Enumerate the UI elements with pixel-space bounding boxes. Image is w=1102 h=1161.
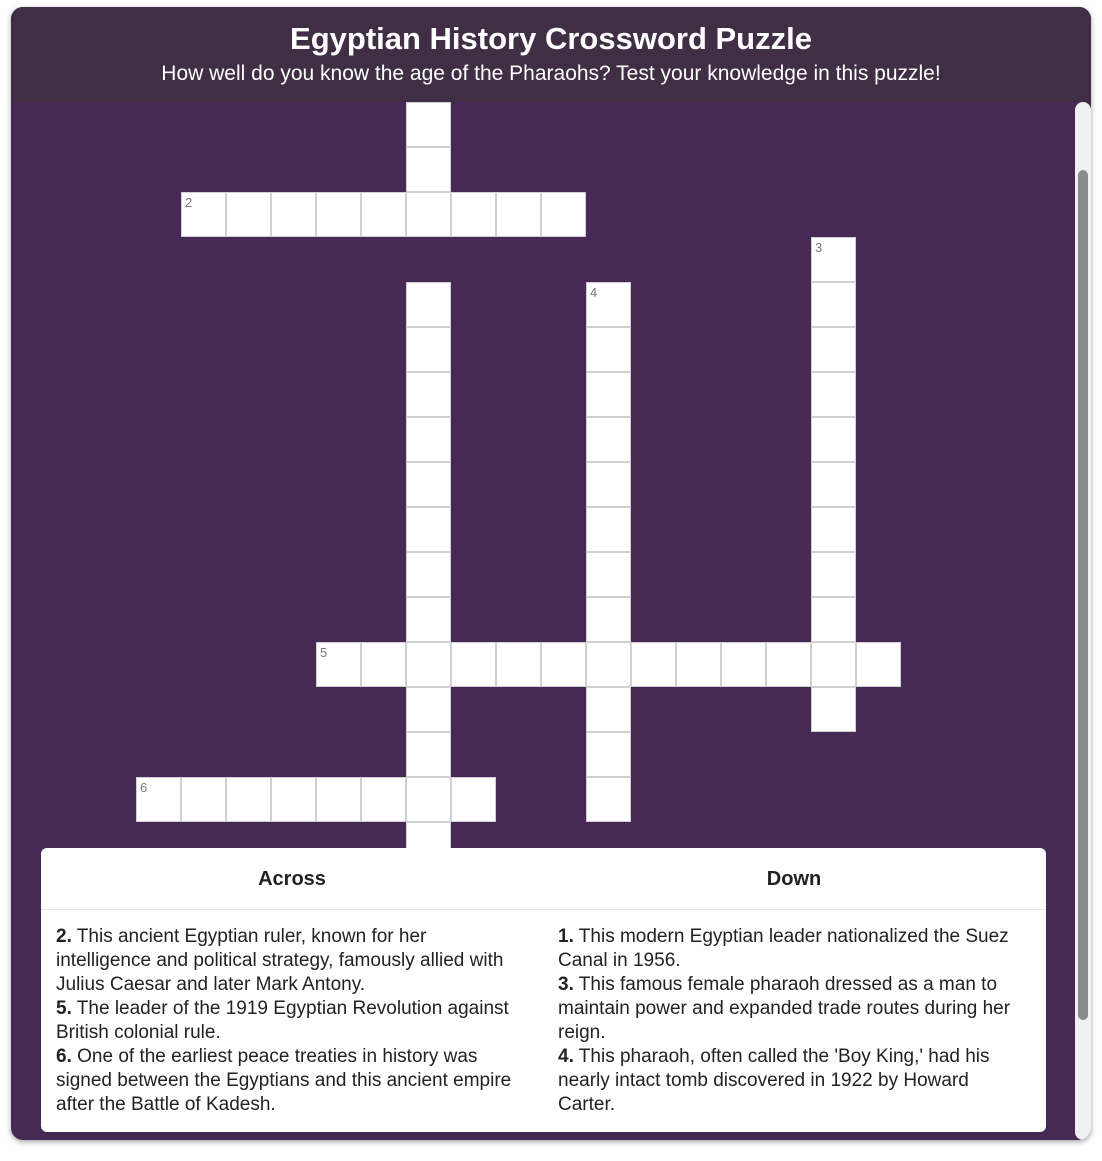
crossword-cell[interactable]	[226, 192, 271, 237]
down-clue	[558, 1045, 1028, 1117]
clues-panel	[41, 848, 1046, 1132]
clue-number: 6.	[56, 1046, 72, 1067]
crossword-cell[interactable]	[676, 642, 721, 687]
clue-number-label: 4	[590, 285, 598, 300]
down-heading: Down	[766, 867, 822, 890]
crossword-cell[interactable]	[406, 327, 451, 372]
crossword-panel	[11, 7, 1091, 1140]
crossword-cell[interactable]	[496, 192, 541, 237]
crossword-cell[interactable]	[586, 282, 631, 327]
clue-text: This modern Egyptian leader nationalized the Suez Canal in 1956.	[558, 926, 1009, 971]
crossword-cell[interactable]	[316, 192, 361, 237]
crossword-cell[interactable]	[406, 417, 451, 462]
crossword-cell[interactable]	[451, 777, 496, 822]
page-subtitle: How well do you know the age of the Pharaohs? Test your knowledge in this puzzle!	[161, 62, 941, 85]
clue-text: This famous female pharaoh dressed as a man to maintain power and expanded trade routes during her reign.	[558, 974, 1011, 1043]
clue-number: 4.	[558, 1046, 574, 1067]
clue-number: 1.	[558, 926, 574, 947]
crossword-cell[interactable]	[316, 642, 361, 687]
crossword-cell[interactable]	[811, 687, 856, 732]
crossword-cell[interactable]	[541, 192, 586, 237]
crossword-cell[interactable]	[766, 642, 811, 687]
crossword-cell[interactable]	[586, 507, 631, 552]
crossword-cell[interactable]	[811, 417, 856, 462]
clue-number-label: 6	[140, 780, 148, 795]
page-title: Egyptian History Crossword Puzzle	[290, 21, 812, 56]
crossword-cell[interactable]	[811, 462, 856, 507]
clue-text: This pharaoh, often called the 'Boy King,' had his nearly intact tomb discovered in 1922 by Howard Carter.	[558, 1046, 990, 1115]
across-heading: Across	[258, 867, 326, 890]
across-clues-list	[56, 925, 526, 1117]
crossword-cell[interactable]	[406, 507, 451, 552]
crossword-cell[interactable]	[136, 777, 181, 822]
crossword-cell[interactable]	[406, 462, 451, 507]
crossword-cell[interactable]	[406, 777, 451, 822]
clue-text: The leader of the 1919 Egyptian Revolution against British colonial rule.	[56, 998, 509, 1043]
header	[11, 7, 1091, 102]
crossword-cell[interactable]	[586, 372, 631, 417]
crossword-cell[interactable]	[406, 282, 451, 327]
clue-text: One of the earliest peace treaties in history was signed between the Egyptians and this ancient empire after the Battle of Kadesh.	[56, 1046, 512, 1115]
crossword-cell[interactable]	[361, 192, 406, 237]
crossword-cell[interactable]	[811, 327, 856, 372]
clue-number-label: 5	[320, 645, 328, 660]
crossword-cell[interactable]	[586, 777, 631, 822]
crossword-cell[interactable]	[361, 642, 406, 687]
crossword-cell[interactable]	[541, 642, 586, 687]
crossword-cell[interactable]	[586, 462, 631, 507]
scrollbar[interactable]	[1075, 102, 1091, 1140]
crossword-cell[interactable]	[406, 687, 451, 732]
crossword-cell[interactable]	[406, 642, 451, 687]
crossword-cell[interactable]	[586, 732, 631, 777]
clue-number-label: 2	[185, 195, 193, 210]
crossword-cell[interactable]	[721, 642, 766, 687]
crossword-cell[interactable]	[406, 147, 451, 192]
crossword-cell[interactable]	[316, 777, 361, 822]
crossword-cell[interactable]	[271, 192, 316, 237]
crossword-cell[interactable]	[406, 732, 451, 777]
crossword-cell[interactable]	[586, 552, 631, 597]
across-clue	[56, 1045, 526, 1117]
crossword-cell[interactable]	[406, 597, 451, 642]
crossword-cell[interactable]	[811, 597, 856, 642]
crossword-cell[interactable]	[406, 102, 451, 147]
across-clue	[56, 925, 526, 997]
crossword-cell[interactable]	[811, 552, 856, 597]
crossword-cell[interactable]	[361, 777, 406, 822]
clue-number: 3.	[558, 974, 574, 995]
crossword-cell[interactable]	[811, 507, 856, 552]
clue-text: This ancient Egyptian ruler, known for her intelligence and political strategy, famously allied with Julius Caesar and later Mark Antony.	[56, 926, 504, 995]
clue-number: 2.	[56, 926, 72, 947]
crossword-cell[interactable]	[586, 597, 631, 642]
scrollbar-thumb[interactable]	[1078, 170, 1088, 1020]
crossword-cell[interactable]	[451, 642, 496, 687]
down-clues-list	[558, 925, 1028, 1117]
crossword-cell[interactable]	[271, 777, 316, 822]
crossword-cell[interactable]	[856, 642, 901, 687]
down-clue	[558, 925, 1028, 973]
crossword-cell[interactable]	[451, 192, 496, 237]
down-clue	[558, 973, 1028, 1045]
crossword-cell[interactable]	[586, 687, 631, 732]
crossword-cell[interactable]	[586, 327, 631, 372]
crossword-cell[interactable]	[226, 777, 271, 822]
crossword-cell[interactable]	[496, 642, 541, 687]
across-clue	[56, 997, 526, 1045]
crossword-cell[interactable]	[586, 417, 631, 462]
crossword-cell[interactable]	[406, 372, 451, 417]
crossword-cell[interactable]	[811, 642, 856, 687]
crossword-cell[interactable]	[406, 552, 451, 597]
clue-number-label: 3	[815, 240, 823, 255]
clue-number: 5.	[56, 998, 72, 1019]
crossword-cell[interactable]	[586, 642, 631, 687]
crossword-cell[interactable]	[811, 237, 856, 282]
crossword-cell[interactable]	[811, 372, 856, 417]
crossword-cell[interactable]	[631, 642, 676, 687]
crossword-cell[interactable]	[406, 192, 451, 237]
crossword-cell[interactable]	[181, 192, 226, 237]
clues-divider	[41, 909, 1046, 910]
crossword-cell[interactable]	[181, 777, 226, 822]
crossword-cell[interactable]	[811, 282, 856, 327]
